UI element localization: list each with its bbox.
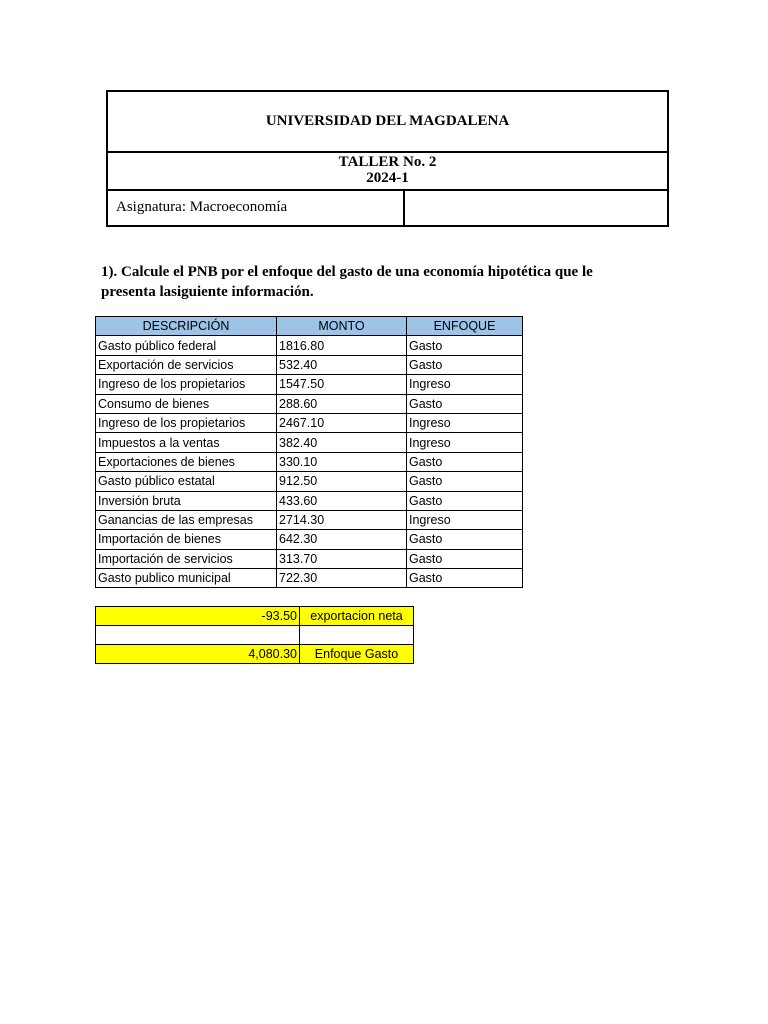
- document-header: [106, 90, 669, 227]
- amount-cell: 2714.30: [277, 510, 407, 529]
- amount-cell: 382.40: [277, 433, 407, 452]
- amount-cell: 912.50: [277, 472, 407, 491]
- table-header-row: [96, 317, 523, 336]
- empty-value-cell: [96, 626, 300, 645]
- approach-cell: Gasto: [407, 549, 523, 568]
- subject-row: [108, 189, 667, 225]
- column-header-description: DESCRIPCIÓN: [96, 317, 277, 336]
- description-cell: Ingreso de los propietarios: [96, 413, 277, 432]
- summary-table: [95, 606, 414, 664]
- description-cell: Impuestos a la ventas: [96, 433, 277, 452]
- approach-cell: Gasto: [407, 530, 523, 549]
- table-row: [96, 472, 523, 491]
- subject-label: Asignatura: Macroeconomía: [108, 189, 405, 225]
- workshop-info: [108, 151, 667, 191]
- description-cell: Gasto público estatal: [96, 472, 277, 491]
- subject-empty-cell: [405, 189, 667, 225]
- empty-summary-row: [96, 626, 414, 645]
- approach-cell: Ingreso: [407, 510, 523, 529]
- description-cell: Exportación de servicios: [96, 355, 277, 374]
- expenditure-total-label: Enfoque Gasto: [300, 645, 414, 664]
- question-text: 1). Calcule el PNB por el enfoque del gasto de una economía hipotética que le presenta lasiguiente información.: [101, 264, 593, 300]
- table-row: [96, 569, 523, 588]
- expenditure-total-row: [96, 645, 414, 664]
- description-cell: Ganancias de las empresas: [96, 510, 277, 529]
- description-cell: Exportaciones de bienes: [96, 452, 277, 471]
- workshop-title: TALLER No. 2: [338, 154, 437, 170]
- amount-cell: 313.70: [277, 549, 407, 568]
- table-row: [96, 433, 523, 452]
- empty-label-cell: [300, 626, 414, 645]
- column-header-approach: ENFOQUE: [407, 317, 523, 336]
- approach-cell: Gasto: [407, 569, 523, 588]
- table-row: [96, 530, 523, 549]
- table-row: [96, 452, 523, 471]
- amount-cell: 1547.50: [277, 375, 407, 394]
- description-cell: Ingreso de los propietarios: [96, 375, 277, 394]
- amount-cell: 1816.80: [277, 336, 407, 355]
- approach-cell: Ingreso: [407, 375, 523, 394]
- approach-cell: Gasto: [407, 394, 523, 413]
- amount-cell: 2467.10: [277, 413, 407, 432]
- institution-name: UNIVERSIDAD DEL MAGDALENA: [108, 92, 667, 153]
- approach-cell: Ingreso: [407, 413, 523, 432]
- table-row: [96, 394, 523, 413]
- workshop-period: 2024-1: [366, 170, 409, 186]
- approach-cell: Gasto: [407, 452, 523, 471]
- net-exports-value: -93.50: [96, 607, 300, 626]
- approach-cell: Gasto: [407, 336, 523, 355]
- approach-cell: Ingreso: [407, 433, 523, 452]
- description-cell: Importación de bienes: [96, 530, 277, 549]
- table-row: [96, 336, 523, 355]
- approach-cell: Gasto: [407, 491, 523, 510]
- approach-cell: Gasto: [407, 472, 523, 491]
- description-cell: Gasto público federal: [96, 336, 277, 355]
- table-row: [96, 510, 523, 529]
- amount-cell: 330.10: [277, 452, 407, 471]
- amount-cell: 288.60: [277, 394, 407, 413]
- net-exports-row: [96, 607, 414, 626]
- description-cell: Consumo de bienes: [96, 394, 277, 413]
- approach-cell: Gasto: [407, 355, 523, 374]
- data-table: [95, 316, 523, 588]
- expenditure-total-value: 4,080.30: [96, 645, 300, 664]
- amount-cell: 722.30: [277, 569, 407, 588]
- net-exports-label: exportacion neta: [300, 607, 414, 626]
- table-row: [96, 549, 523, 568]
- amount-cell: 433.60: [277, 491, 407, 510]
- amount-cell: 532.40: [277, 355, 407, 374]
- table-row: [96, 375, 523, 394]
- description-cell: Gasto publico municipal: [96, 569, 277, 588]
- table-row: [96, 413, 523, 432]
- description-cell: Importación de servicios: [96, 549, 277, 568]
- column-header-amount: MONTO: [277, 317, 407, 336]
- table-row: [96, 355, 523, 374]
- amount-cell: 642.30: [277, 530, 407, 549]
- table-row: [96, 491, 523, 510]
- description-cell: Inversión bruta: [96, 491, 277, 510]
